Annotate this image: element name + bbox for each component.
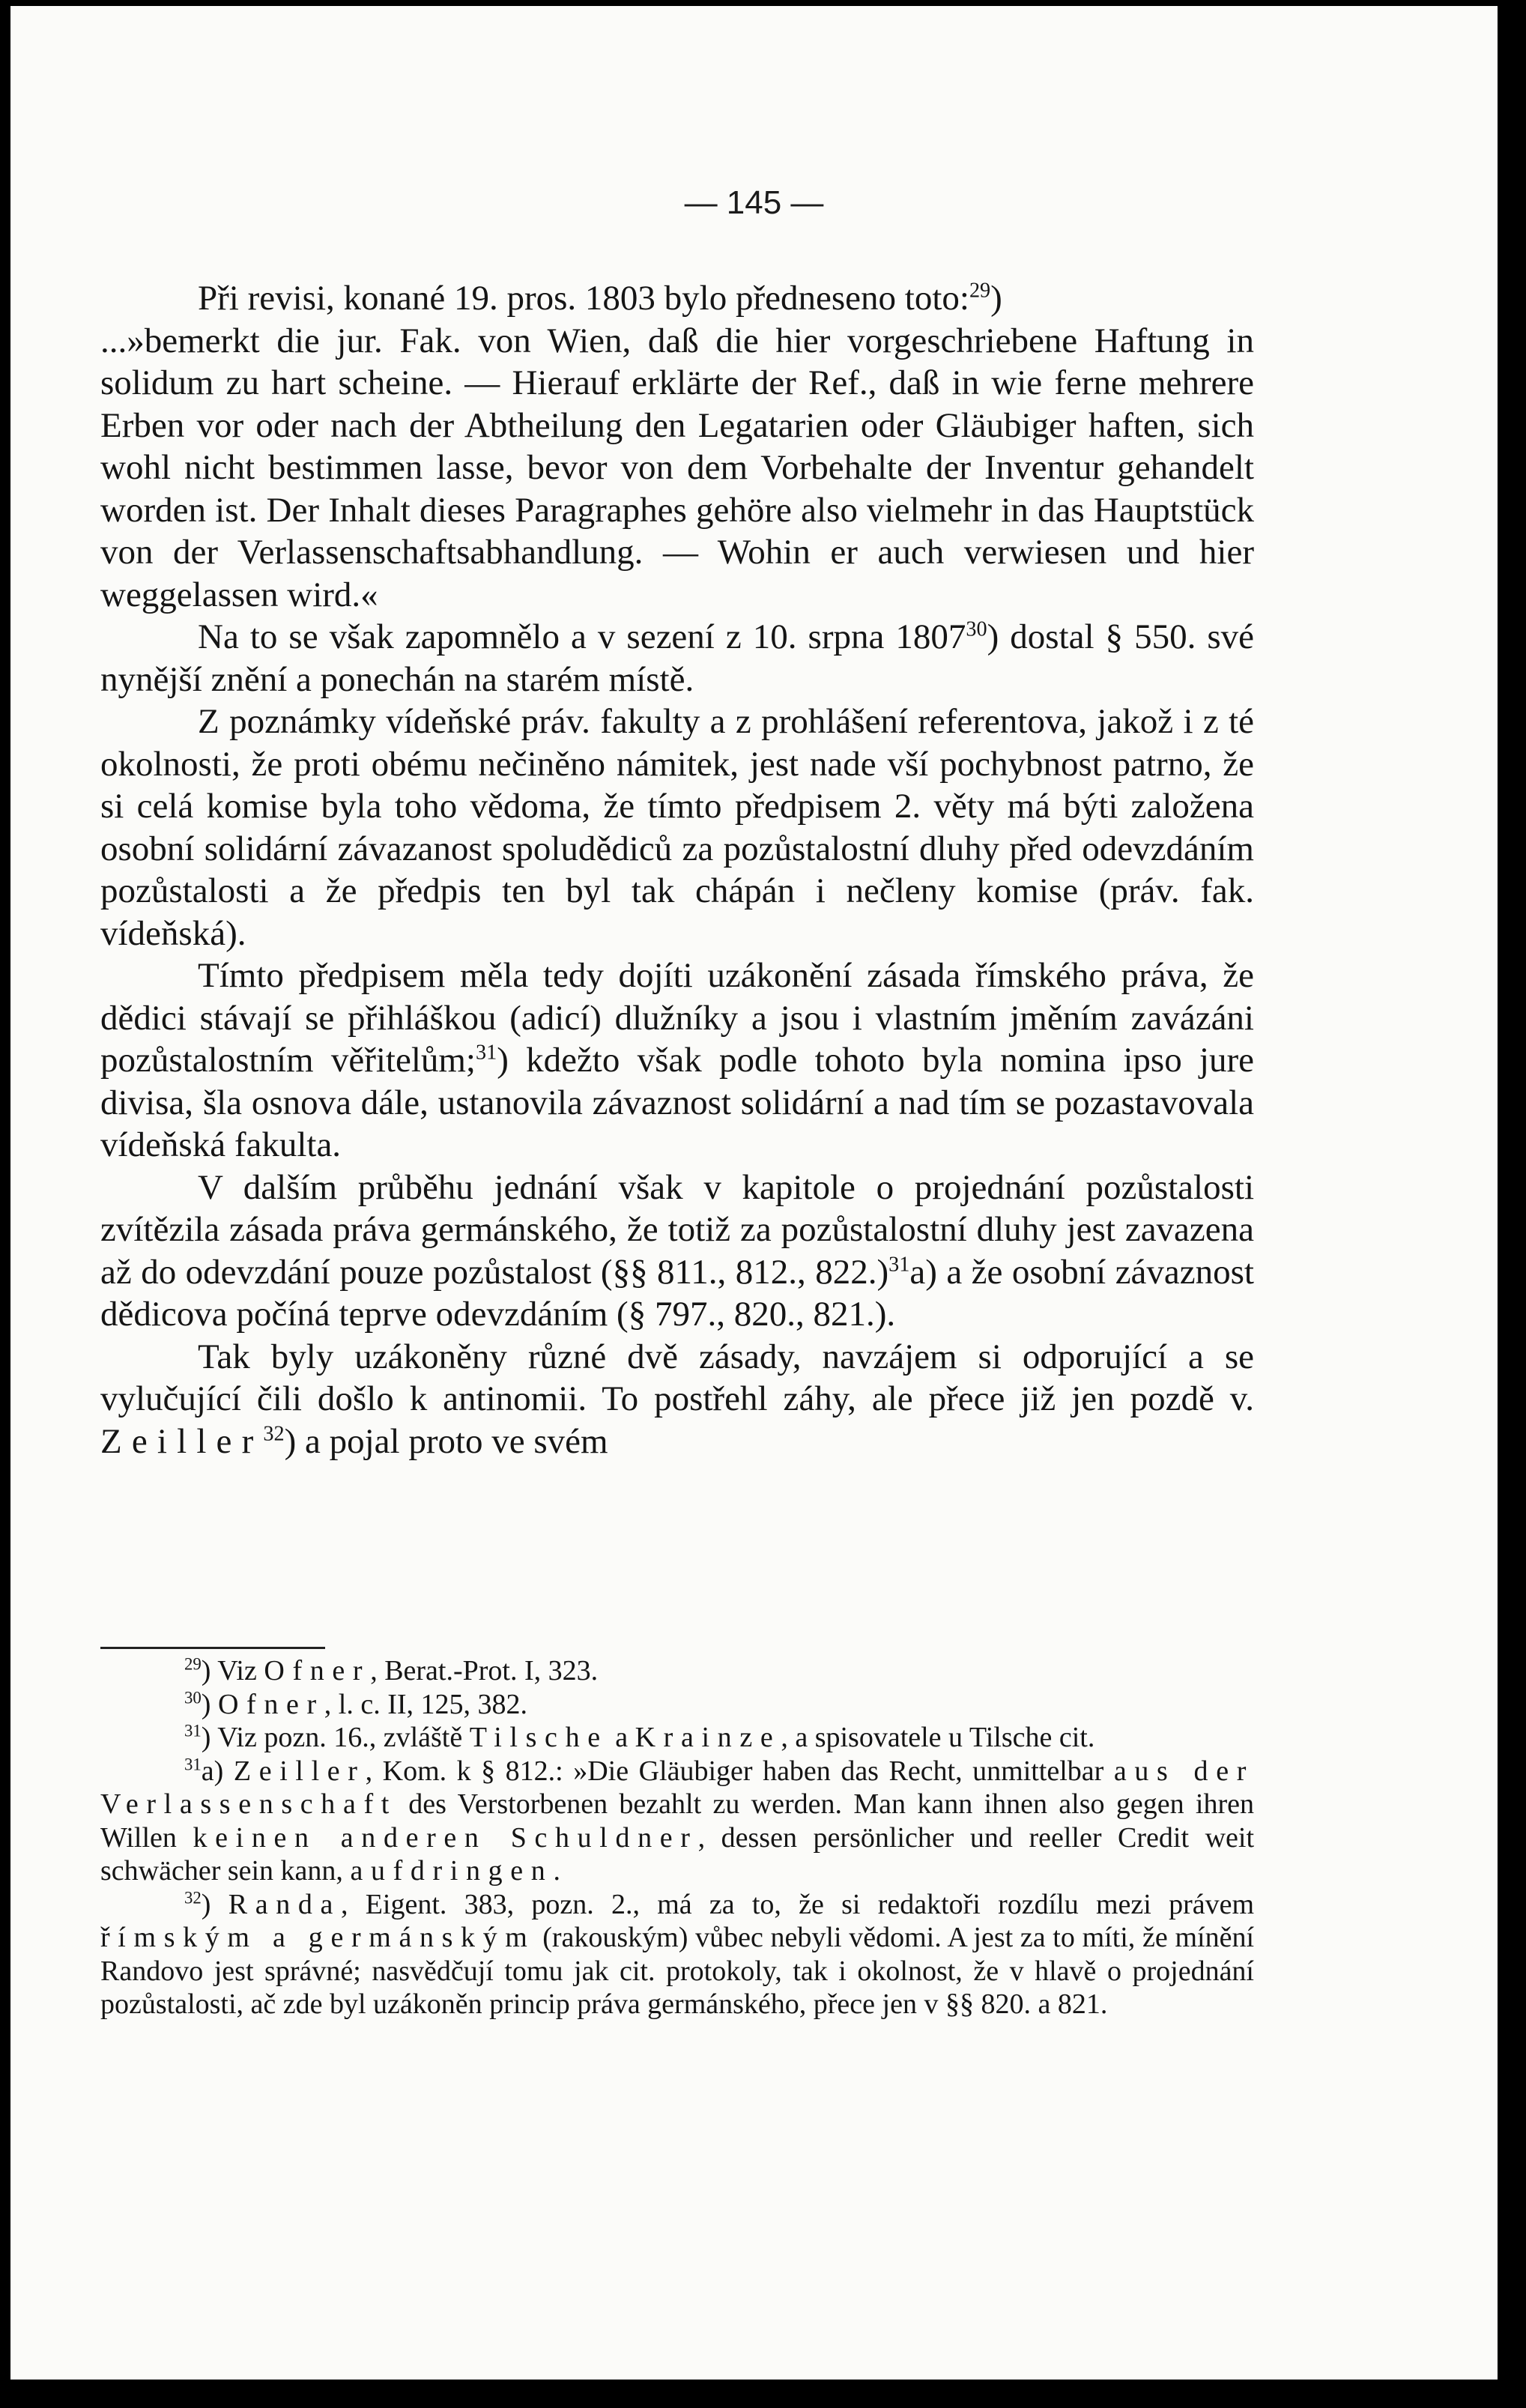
spaced-emphasis: římským a germánským bbox=[100, 1922, 536, 1953]
footnote-text: (rakouským) vůbec nebyli vědomi. A jest za to míti, že mínění Randovo jest správné; nasvědčují tomu jak cit. protokoly, tak i okolnost, že v hlavě o projednání pozůstalosti, ač zde byl uzákoněn princip práva germánského, přece jen v §§ 820. a 821. bbox=[100, 1922, 1255, 2020]
author-name: Ofner bbox=[264, 1655, 371, 1686]
paragraph-4-text-a: Tímto předpisem měla tedy dojíti uzákonění zásada římského práva, že dědici stávají se přihláškou (adicí) dlužníky a jsou i vlastním jměním zavázáni pozůstalostním věřitelům; bbox=[100, 956, 1254, 1080]
paragraph-5 bbox=[100, 1167, 1254, 1336]
footnote-text: , l. c. II, 125, 382. bbox=[324, 1688, 528, 1720]
footnote-text: a) bbox=[201, 1755, 224, 1787]
paragraph-5-text-a: V dalším průběhu jednání však v kapitole o projednání pozůstalosti zvítězila zásada práva germánského, že totiž za pozůstalostní dluhy jest zavazena až do odevzdání pouze pozůstalost (§§ 811., 812., 822.) bbox=[100, 1167, 1254, 1292]
footnote-mark: 30 bbox=[184, 1687, 202, 1707]
main-text bbox=[100, 277, 1254, 1462]
paragraph-6-text-b: ) a pojal proto ve svém bbox=[284, 1421, 608, 1461]
footnote-text: , Eigent. 383, pozn. 2., má za to, že si redaktoři rozdílu mezi právem bbox=[340, 1888, 1255, 1920]
footnote-text: ) bbox=[201, 1888, 211, 1920]
paragraph-1-close: ) bbox=[990, 279, 1002, 318]
footnote-29 bbox=[100, 1654, 1254, 1688]
author-name: Zeiller bbox=[233, 1755, 366, 1787]
paragraph-5-text-b: a) a že osobní závaznost dědicova počíná teprve odevzdáním (§ 797., 820., 821.). bbox=[100, 1252, 1254, 1334]
footnote-mark: 31 bbox=[184, 1754, 202, 1773]
author-name: Randa bbox=[228, 1888, 341, 1920]
spaced-emphasis: aufdringen bbox=[350, 1855, 554, 1887]
quotation: ...»bemerkt die jur. Fak. von Wien, daß die hier vorgeschriebene Haftung in solidum zu hart scheine. — Hierauf erklärte der Ref., daß in wie ferne mehrere Erben vor oder nach der Abtheilung den Legatarien oder Gläubiger haften, sich wohl nicht bestimmen lasse, bevor von dem Vorbehalte der Inventur gehandelt worden ist. Der Inhalt dieses Paragraphes gehöre also vielmehr in das Hauptstück von der Verlassenschaftsabhandlung. — Wohin er auch verwiesen und hier weggelassen wird.« bbox=[100, 321, 1254, 614]
footnote-ref-31a: 31 bbox=[888, 1252, 910, 1276]
paragraph-4-text-b: ) kdežto však podle tohoto byla nomina ipso jure divisa, šla osnova dále, ustanovila závaznost solidární a nad tím se pozastavovala vídeňská fakulta. bbox=[100, 1041, 1254, 1164]
footnote-text: ) bbox=[201, 1688, 211, 1720]
footnote-ref-32: 32 bbox=[263, 1421, 285, 1445]
paragraph-2-text-b: ) dostal § 550. své nynější znění a ponechán na starém místě. bbox=[100, 617, 1254, 699]
footnote-mark: 32 bbox=[184, 1887, 202, 1907]
footnote-30 bbox=[100, 1688, 1254, 1722]
spaced-emphasis: keinen anderen Schuldner bbox=[193, 1821, 698, 1854]
footnote-text: . bbox=[553, 1855, 560, 1887]
footnote-31 bbox=[100, 1721, 1254, 1755]
footnote-text: ) Viz bbox=[201, 1655, 257, 1686]
paragraph-2-text-a: Na to se však zapomnělo a v sezení z 10. srpna 1807 bbox=[198, 617, 966, 656]
footnote-text: , Kom. k § 812.: »Die Gläubiger haben das Recht, unmittelbar bbox=[365, 1755, 1104, 1787]
author-name: Krainze bbox=[635, 1722, 781, 1753]
footnote-32 bbox=[100, 1888, 1254, 2021]
spaced-emphasis: aus der Verlassenschaft bbox=[100, 1755, 1254, 1820]
paragraph-6-text-a: Tak byly uzákoněny různé dvě zásady, navzájem si odporující a se vylučující čili došlo k antinomii. To postřehl záhy, ale přece již jen pozdě v. bbox=[100, 1337, 1254, 1418]
paragraph-3: Z poznámky vídeňské práv. fakulty a z prohlášení referentova, jakož i z té okolnosti, že proti obému nečiněno námitek, jest nade vší pochybnost patrno, že si celá komise byla toho vědoma, že tímto předpisem 2. věty má býti založena osobní solidární závazanost spoludědiců za pozůstalostní dluhy před odevzdáním pozůstalosti a že předpis ten byl tak chápán i nečleny komise (práv. fak. vídeňská). bbox=[100, 702, 1254, 953]
paragraph-6 bbox=[100, 1336, 1254, 1463]
footnote-text: des Verstorbenen bezahlt zu werden. Man kann ihnen also gegen ihren Willen bbox=[100, 1788, 1255, 1854]
footnote-mark: 29 bbox=[184, 1654, 202, 1674]
footnotes bbox=[100, 1654, 1254, 2021]
paragraph-2 bbox=[100, 616, 1254, 701]
footnote-text: , a spisovatele u Tilsche cit. bbox=[781, 1722, 1095, 1753]
footnote-mark: 31 bbox=[184, 1721, 202, 1740]
footnote-ref-31: 31 bbox=[476, 1041, 497, 1065]
book-page bbox=[10, 6, 1498, 2380]
footnote-text: a bbox=[615, 1722, 629, 1753]
footnote-text: , dessen persönlicher und reeller Credit weit schwächer sein kann, bbox=[100, 1821, 1255, 1887]
footnote-31a bbox=[100, 1755, 1254, 1888]
page-number: — 145 — bbox=[684, 184, 824, 221]
footnote-text: , Berat.-Prot. I, 323. bbox=[370, 1655, 599, 1686]
author-name-zeiller: Zeiller bbox=[100, 1421, 264, 1461]
paragraph-1-text: Při revisi, konané 19. pros. 1803 bylo předneseno toto: bbox=[198, 279, 969, 318]
author-name: Tilsche bbox=[469, 1722, 608, 1753]
paragraph-1 bbox=[100, 277, 1254, 320]
footnote-ref-30: 30 bbox=[966, 617, 987, 641]
paragraph-4 bbox=[100, 955, 1254, 1167]
footnote-text: ) Viz pozn. 16., zvláště bbox=[201, 1722, 463, 1753]
author-name: Ofner bbox=[217, 1688, 324, 1720]
footnote-ref-29: 29 bbox=[969, 279, 991, 303]
footnote-separator bbox=[100, 1647, 325, 1649]
